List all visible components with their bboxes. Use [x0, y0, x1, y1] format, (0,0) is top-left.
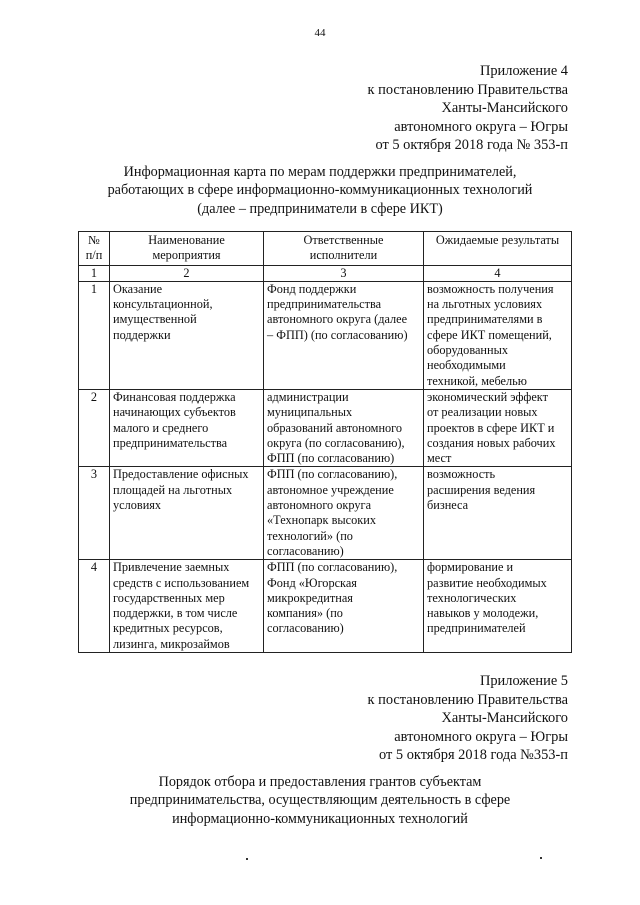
header-results-line: Ожидаемые результаты [435, 233, 560, 247]
results-line: возможность [427, 467, 496, 482]
executors-cell [264, 281, 424, 389]
header-measure-line: Наименование [148, 233, 225, 247]
executors-line: ФПП (по согласованию), [267, 467, 398, 482]
executors-line: согласованию) [267, 621, 344, 636]
table-row [79, 281, 572, 389]
header-executors [264, 232, 424, 266]
grants-procedure-title-line: Порядок отбора и предоставления грантов субъектам [158, 774, 482, 790]
measure-line: средств с использованием [113, 575, 250, 590]
results-line: от реализации новых [427, 405, 538, 420]
grants-procedure-title-line: предпринимательства, осуществляющим деятельность в сфере [129, 792, 511, 809]
row-number: 3 [79, 467, 110, 560]
support-measures-table [78, 231, 572, 653]
header-number-line: № [88, 233, 100, 247]
header-executors-line: Ответственные [303, 233, 384, 247]
measure-line: имущественной [113, 312, 197, 327]
scan-speck [246, 858, 248, 860]
header-results [424, 232, 572, 266]
column-number: 3 [264, 265, 424, 281]
executors-line: автономное учреждение [267, 482, 394, 497]
results-line: технологических [427, 590, 517, 605]
executors-line: образований автономного [267, 420, 403, 435]
results-line: навыков у молодежи, [427, 606, 539, 621]
executors-line: ФПП (по согласованию), [267, 560, 398, 575]
measure-line: условиях [113, 498, 162, 513]
results-cell [424, 560, 572, 653]
appendix-5-line: автономного округа – Югры [394, 728, 568, 745]
executors-line: ФПП (по согласованию) [267, 451, 395, 466]
measure-line: Предоставление офисных [113, 467, 249, 482]
row-number: 2 [79, 389, 110, 466]
results-cell [424, 389, 572, 466]
results-line: предпринимателями в [427, 312, 543, 327]
measure-cell [110, 281, 264, 389]
results-line: развитие необходимых [427, 575, 547, 590]
results-line: экономический эффект [427, 389, 548, 404]
info-card-title-line: (далее – предприниматели в сфере ИКТ) [197, 200, 443, 217]
measure-line: площадей на льготных [113, 482, 233, 497]
appendix-4-line: Ханты-Мансийского [441, 100, 568, 117]
results-line: проектов в сфере ИКТ и [427, 420, 555, 435]
executors-line: «Технопарк высоких [267, 513, 376, 528]
table-header-row [79, 232, 572, 266]
executors-line: технологий» (по [267, 528, 353, 543]
grants-procedure-title-line: информационно-коммуникационных технологий [172, 810, 468, 827]
appendix-5-line: от 5 октября 2018 года №353-п [379, 747, 568, 764]
appendix-4-header [248, 62, 568, 155]
results-line: мест [427, 451, 452, 466]
appendix-5-line: к постановлению Правительства [367, 691, 568, 708]
executors-cell [264, 389, 424, 466]
measure-line: поддержки, в том числе [113, 606, 238, 621]
appendix-5-line: Ханты-Мансийского [441, 710, 568, 727]
executors-line: автономного округа (далее [267, 312, 408, 327]
info-card-title [40, 163, 600, 218]
header-measure-line: мероприятия [152, 248, 221, 263]
appendix-5-line: Приложение 5 [479, 673, 568, 689]
column-number: 1 [79, 265, 110, 281]
results-line: расширения ведения [427, 482, 536, 497]
appendix-4-line: к постановлению Правительства [367, 81, 568, 98]
measure-line: Оказание [113, 281, 163, 296]
page-number: 44 [314, 27, 326, 39]
table-row [79, 389, 572, 466]
header-number-line: п/п [85, 248, 103, 263]
measure-line: начинающих субъектов [113, 405, 236, 420]
results-line: необходимыми [427, 358, 506, 373]
results-line: сфере ИКТ помещений, [427, 327, 552, 342]
measure-line: государственных мер [113, 590, 225, 605]
appendix-4-line: от 5 октября 2018 года № 353-п [375, 137, 568, 154]
results-line: создания новых рабочих [427, 435, 556, 450]
executors-line: муниципальных [267, 405, 353, 420]
executors-cell [264, 467, 424, 560]
measure-line: малого и среднего [113, 420, 209, 435]
table-row [79, 560, 572, 653]
info-card-title-line: работающих в сфере информационно-коммуникационных технологий [107, 182, 533, 199]
row-number: 4 [79, 560, 110, 653]
measure-line: предпринимательства [113, 435, 228, 450]
executors-line: администрации [267, 389, 349, 404]
results-line: формирование и [427, 560, 514, 575]
appendix-4-line: автономного округа – Югры [394, 118, 568, 135]
column-number-row [79, 265, 572, 281]
executors-line: согласованию) [267, 543, 344, 558]
measure-line: Финансовая поддержка [113, 389, 236, 404]
measure-cell [110, 467, 264, 560]
results-line: оборудованных [427, 343, 508, 358]
header-executors-line: исполнители [309, 248, 378, 263]
column-number: 2 [110, 265, 264, 281]
column-number: 4 [424, 265, 572, 281]
executors-line: округа (по согласованию), [267, 435, 405, 450]
row-number: 1 [79, 281, 110, 389]
executors-line: компания» (по [267, 606, 343, 621]
measure-line: лизинга, микрозаймов [113, 636, 230, 651]
header-measure [110, 232, 264, 266]
executors-line: Фонд «Югорская [267, 575, 357, 590]
measure-line: поддержки [113, 327, 171, 342]
executors-cell [264, 560, 424, 653]
executors-line: микрокредитная [267, 590, 353, 605]
results-line: техникой, мебелью [427, 373, 527, 388]
info-card-title-line: Информационная карта по мерам поддержки предпринимателей, [123, 164, 517, 180]
scan-speck [540, 857, 542, 859]
results-cell [424, 281, 572, 389]
results-line: предпринимателей [427, 621, 526, 636]
measure-cell [110, 389, 264, 466]
table-row [79, 467, 572, 560]
executors-line: – ФПП) (по согласованию) [267, 327, 408, 342]
measure-cell [110, 560, 264, 653]
results-line: возможность получения [427, 281, 554, 296]
executors-line: автономного округа [267, 498, 372, 513]
appendix-5-header [248, 672, 568, 765]
measure-line: Привлечение заемных [113, 560, 230, 575]
results-line: бизнеса [427, 498, 469, 513]
results-cell [424, 467, 572, 560]
measure-line: кредитных ресурсов, [113, 621, 223, 636]
appendix-4-line: Приложение 4 [479, 63, 568, 79]
header-number [79, 232, 110, 266]
executors-line: предпринимательства [267, 297, 382, 312]
results-line: на льготных условиях [427, 297, 543, 312]
measure-line: консультационной, [113, 297, 213, 312]
executors-line: Фонд поддержки [267, 281, 357, 296]
grants-procedure-title [40, 773, 600, 828]
